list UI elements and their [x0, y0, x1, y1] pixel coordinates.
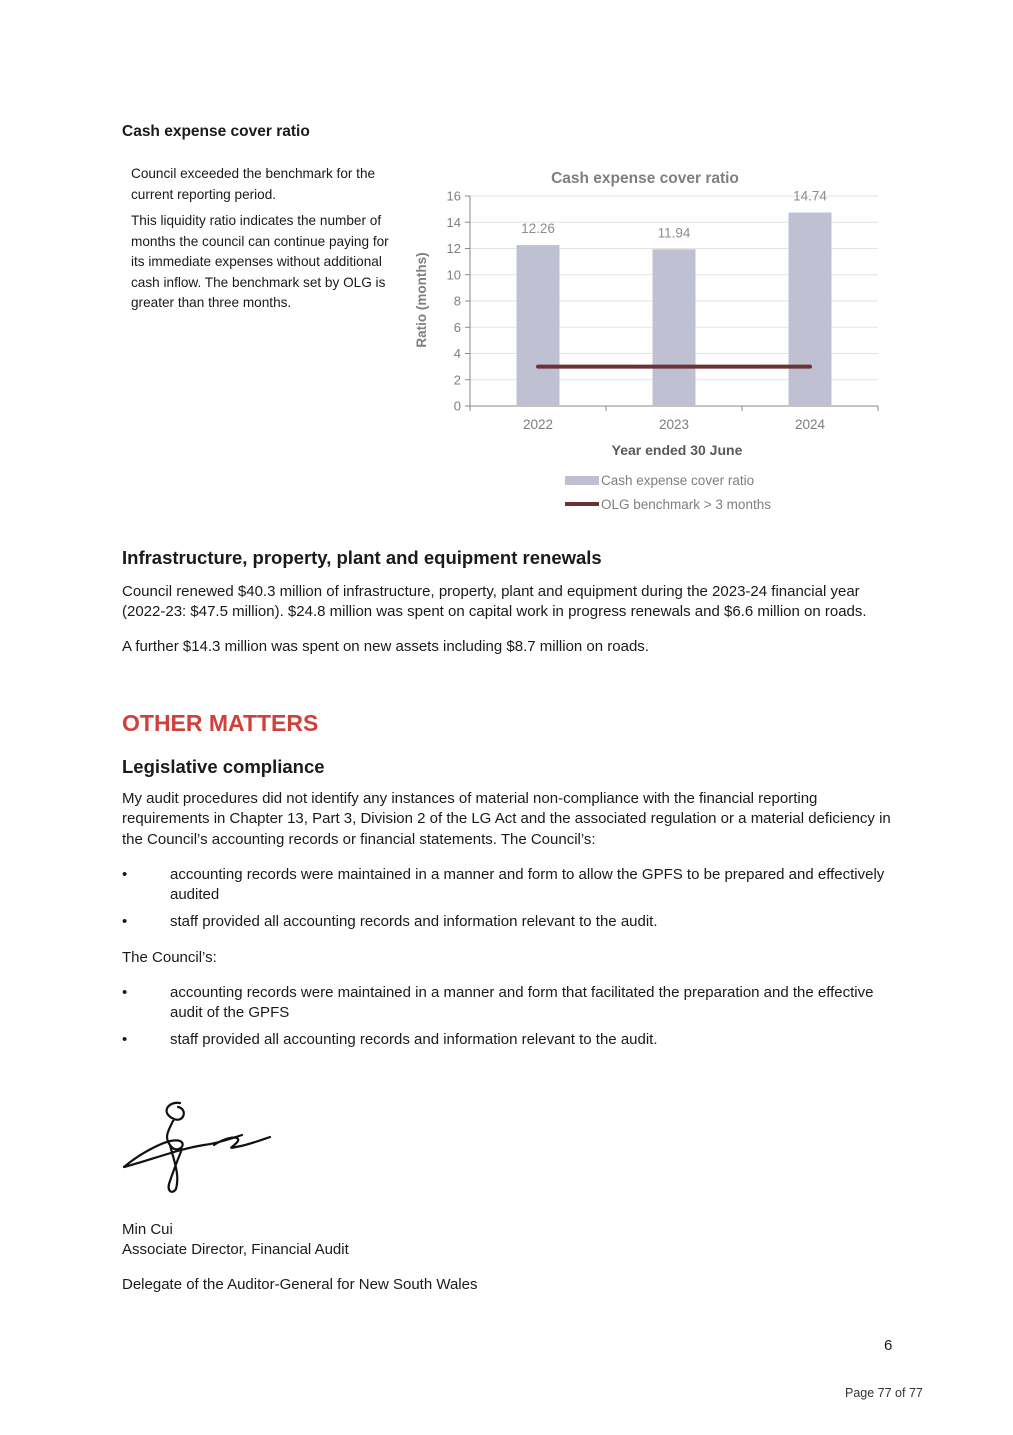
bar-2023: [653, 249, 696, 406]
data-label: 12.26: [521, 221, 555, 237]
cash-expense-cover-chart: [405, 160, 895, 525]
list-item: [122, 983, 902, 1024]
renewals-para-1: Council renewed $40.3 million of infrastructure, property, plant and equipment during the 2023-24 financial year (2022-23: $47.5 million). $24.8 million was spent on capital work in progress renewals and $6.6 million on roads.: [122, 583, 867, 621]
x-tick-label: 2023: [658, 417, 690, 432]
bullet-list-2: [122, 983, 902, 1056]
other-matters-heading: OTHER MATTERS: [122, 710, 319, 736]
y-tick-label: 6: [453, 319, 461, 335]
council-label: The Council’s:: [122, 949, 217, 966]
y-tick-label: 14: [446, 214, 461, 230]
list-item: [122, 1030, 902, 1050]
legend-label-bar: Cash expense cover ratio: [601, 473, 755, 488]
legend-label-line: OLG benchmark > 3 months: [601, 497, 771, 512]
list-item-text: staff provided all accounting records and information relevant to the audit.: [170, 1030, 658, 1048]
y-tick-label: 4: [453, 346, 461, 361]
bullet-list-1: [122, 865, 902, 938]
chart-title: Cash expense cover ratio: [551, 170, 739, 187]
bar-2024: [789, 213, 832, 406]
list-item-text: accounting records were maintained in a manner and form that facilitated the preparation and the effective audit of the GPFS: [170, 984, 874, 1022]
list-item: [122, 865, 902, 906]
cash-para-2: This liquidity ratio indicates the number of months the council can continue paying for its immediate expenses without additional cash inflow. The benchmark set by OLG is greater than three months.: [131, 213, 389, 310]
signatory-name: Min Cui: [122, 1221, 173, 1238]
data-label: 14.74: [793, 188, 827, 204]
bar-2022: [517, 245, 560, 406]
y-tick-label: 10: [446, 267, 461, 283]
cash-section-heading: Cash expense cover ratio: [122, 123, 310, 140]
delegate-line: Delegate of the Auditor-General for New South Wales: [122, 1275, 478, 1293]
bullet-marker: •: [122, 866, 128, 883]
bullet-marker: •: [122, 984, 128, 1001]
signoff-block: [122, 1220, 477, 1295]
page-of-label: Page 77 of 77: [845, 1386, 923, 1400]
x-tick-label: 2024: [794, 417, 826, 432]
chart-x-axis-label: Year ended 30 June: [611, 442, 743, 458]
chart-y-axis-label: Ratio (months): [414, 252, 429, 348]
y-tick-label: 2: [453, 372, 461, 388]
list-item-text: accounting records were maintained in a manner and form to allow the GPFS to be prepared and effectively audited: [170, 866, 885, 904]
x-tick-label: 2022: [522, 417, 554, 432]
renewals-para-2: A further $14.3 million was spent on new assets including $8.7 million on roads.: [122, 637, 649, 655]
signatory-title: Associate Director, Financial Audit: [122, 1241, 349, 1259]
list-item: [122, 912, 902, 932]
y-tick-label: 12: [446, 241, 461, 256]
legend-swatch-bar: [565, 476, 599, 485]
y-tick-label: 16: [446, 188, 461, 204]
legislative-compliance-heading: Legislative compliance: [122, 756, 325, 777]
renewals-body: [122, 582, 897, 657]
cash-description: [131, 164, 393, 320]
data-label: 11.94: [657, 225, 691, 241]
signature: [118, 1095, 288, 1200]
y-tick-label: 0: [453, 398, 461, 414]
bullet-marker: •: [122, 1030, 128, 1048]
compliance-intro: My audit procedures did not identify any instances of material non-compliance with the financial reporting requirements in Chapter 13, Part 3, Division 2 of the LG Act and the associated regulation or a material deficiency in the Council’s accounting records or financial statements. The Council’s:: [122, 790, 891, 848]
y-tick-label: 8: [453, 293, 461, 309]
cash-para-1: Council exceeded the benchmark for the current reporting period.: [131, 166, 376, 202]
renewals-heading: Infrastructure, property, plant and equipment renewals: [122, 547, 602, 568]
list-item-text: staff provided all accounting records and information relevant to the audit.: [170, 912, 658, 930]
bullet-marker: •: [122, 912, 128, 930]
page-number: 6: [884, 1337, 893, 1354]
